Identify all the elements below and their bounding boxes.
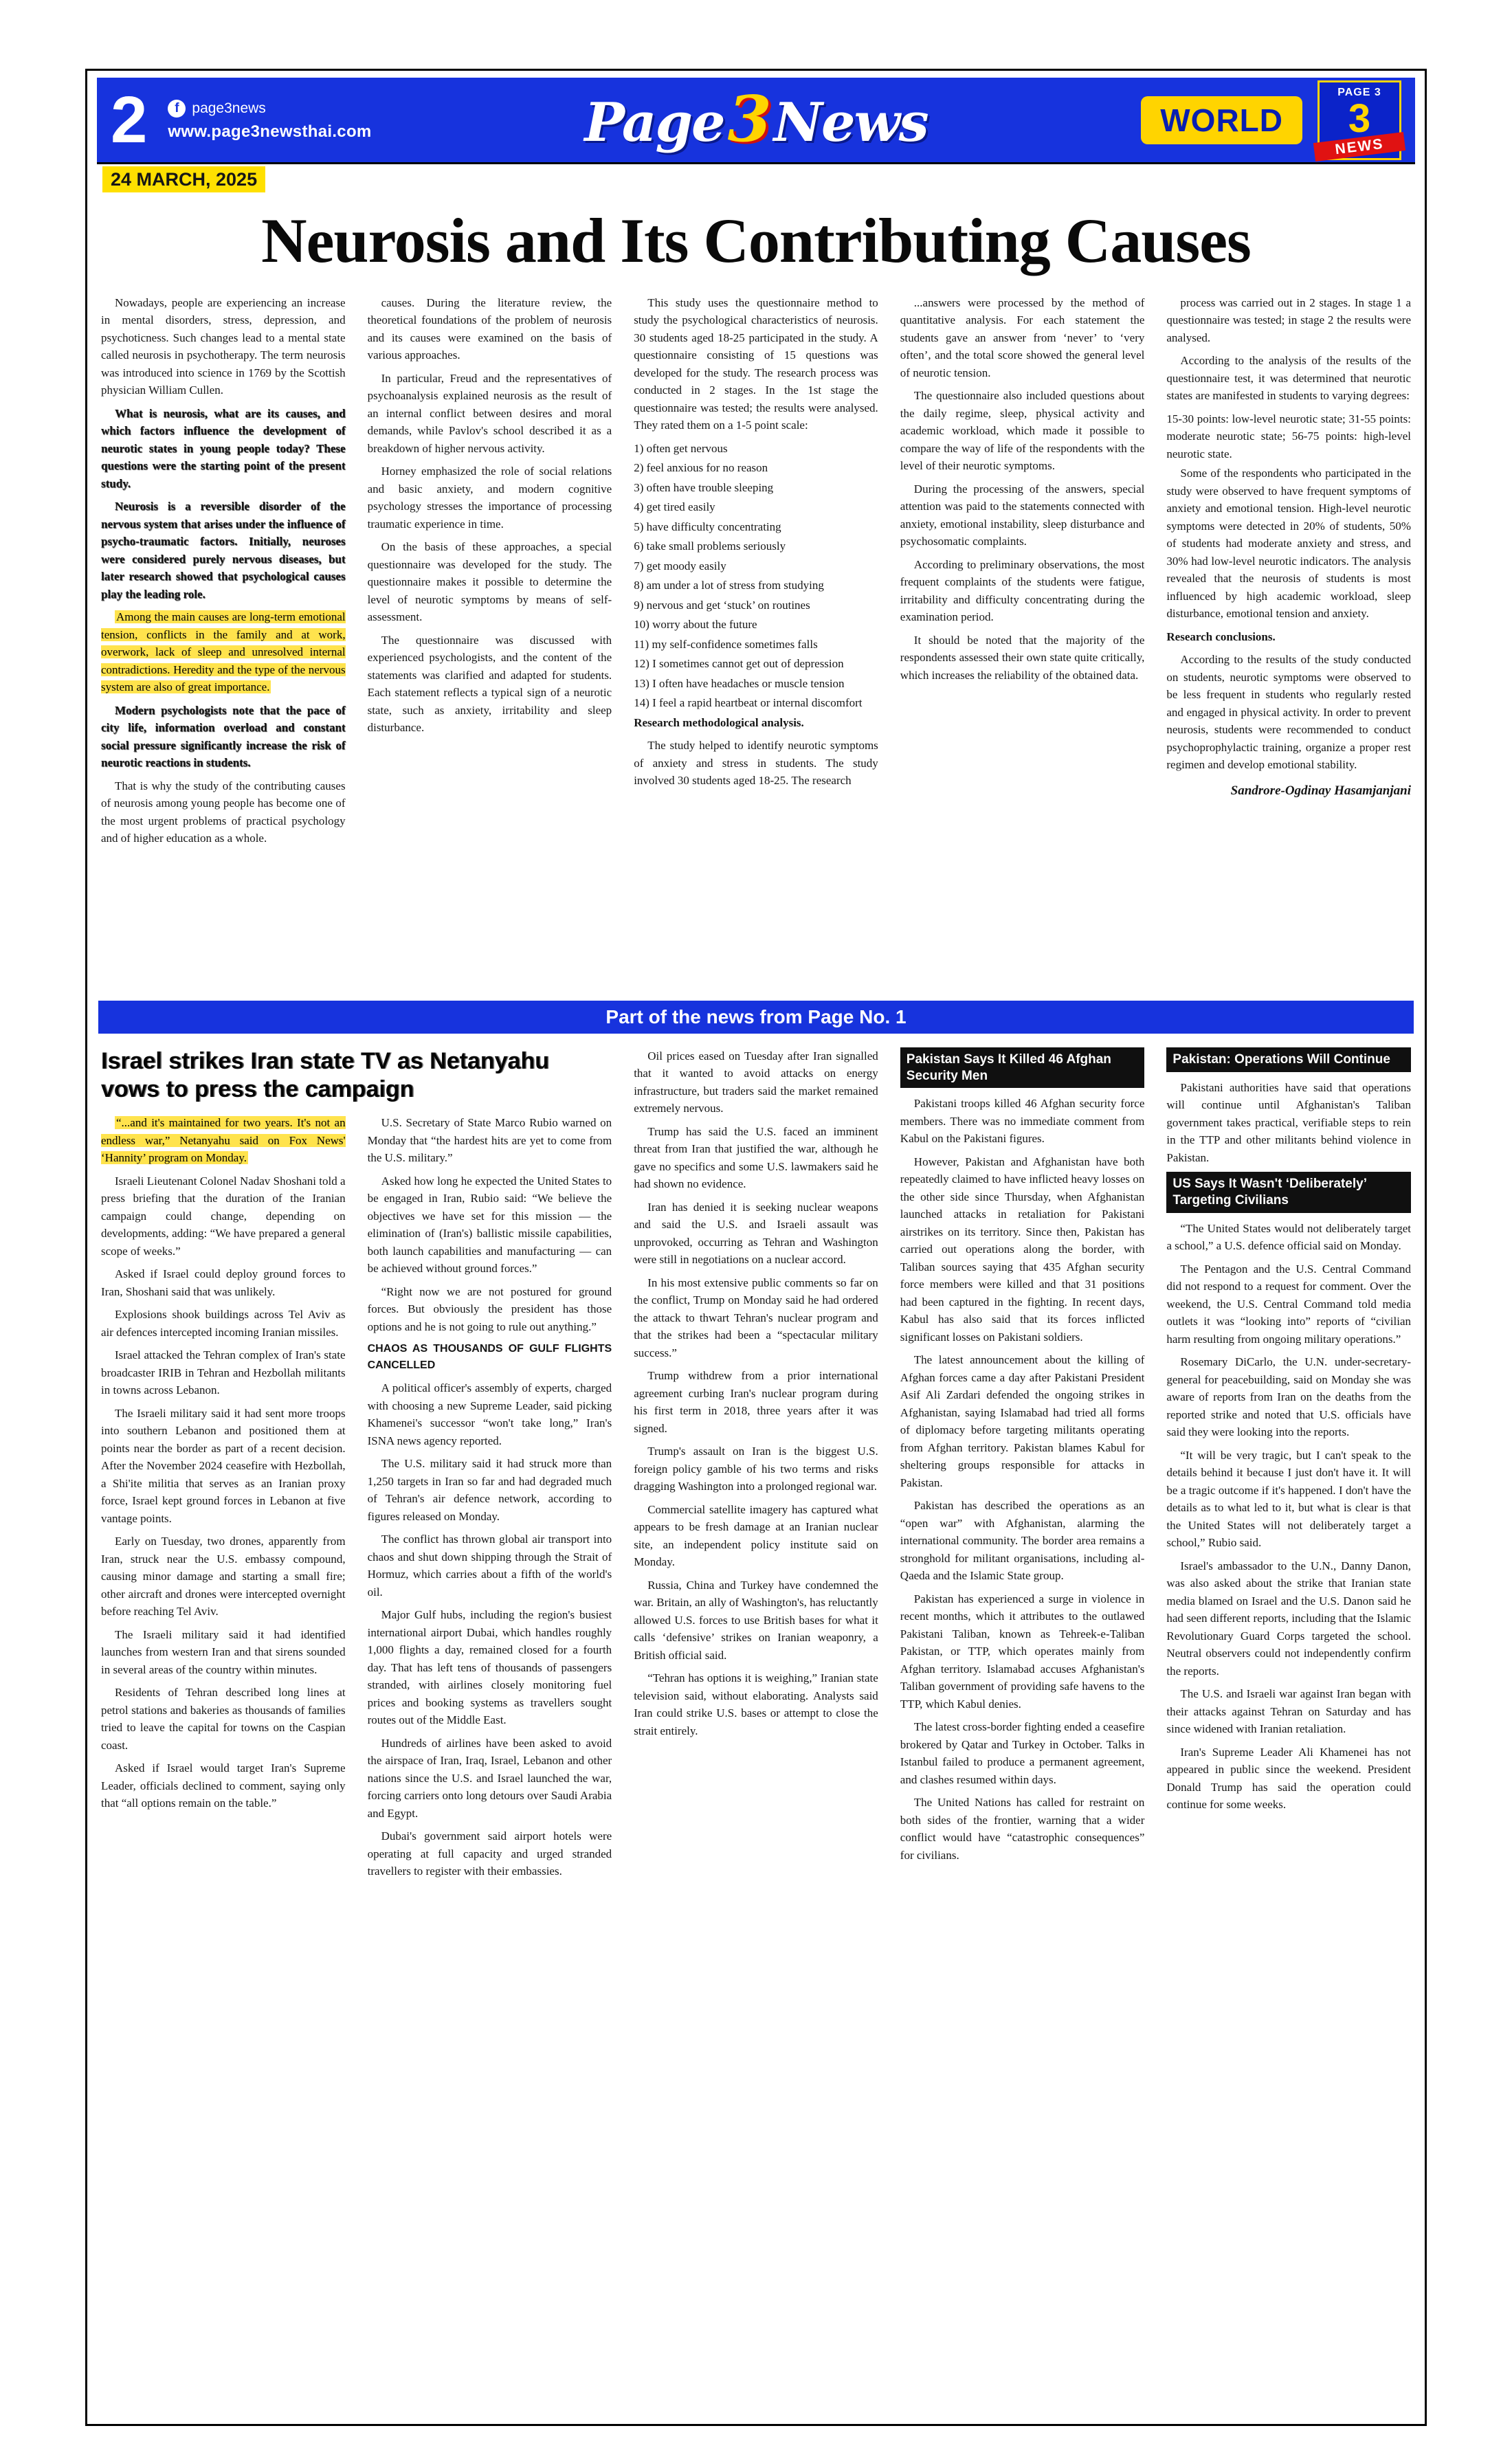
body-paragraph: This study uses the questionnaire method to study the psychological characteristics of neurosis. 30 students aged 18-25 participated in the study. A questionnaire consisting of 15 questions was developed for the study. The research process was conducted in 2 stages. In the 1st stage the questionnaire was tested; the results were analysed. They rated them on a 1-5 point scale: [634,296,878,432]
facebook-icon: f [168,100,186,118]
contact-block [168,100,371,140]
text-column [1166,294,1411,995]
body-paragraph: Trump's assault on Iran is the biggest U.S. foreign policy gamble of his two terms and risks dragging Washington into a prolonged regional war. [634,1445,878,1493]
masthead-part2: News [773,91,928,154]
body-paragraph: 12) I sometimes cannot get out of depression [634,657,844,671]
body-paragraph: In particular, Freud and the representatives of psychoanalysis explained neurosis as the result of an internal conflict between desires and moral demands, while Pavlov's school described it as a breakdown of higher nervous activity. [367,371,612,455]
body-paragraph: Residents of Tehran described long lines at petrol stations and bakeries as thousands of families tried to leave the capital for towns on the Caspian coast. [101,1686,346,1752]
body-paragraph: CHAOS AS THOUSANDS OF GULF FLIGHTS CANCELLED [367,1343,612,1372]
body-paragraph: Asked if Israel could deploy ground forces to Iran, Shoshani said that was unlikely. [101,1267,346,1298]
issue-date: 24 MARCH, 2025 [102,166,265,192]
body-paragraph: Asked if Israel would target Iran's Supreme Leader, officials declined to comment, saying only that “all options remain on the table.” [101,1761,346,1810]
website-url: www.page3newsthai.com [168,122,372,141]
author-byline: Sandrore-Ogdinay Hasamjanjani [1230,783,1411,798]
body-paragraph: Pakistan has described the operations as an “open war” with Afghanistan, alarming the international community. The border area remains a stronghold for militant organisations, including al-Qaeda and the Islamic State group. [900,1499,1145,1583]
body-paragraph: Asked how long he expected the United States to be engaged in Iran, Rubio said: “We believe the objectives we have set for this mission — the elimination of (Iran's) ballistic missile capabilities, both launch capabilities and manufacturing — can be achieved without ground forces.” [367,1174,612,1276]
body-paragraph: 11) my self-confidence sometimes falls [634,637,818,651]
body-paragraph: Israeli Lieutenant Colonel Nadav Shoshani told a press briefing that the duration of the Iranian campaign could change, depending on developments, adding: “We have prepared a general scope of weeks.” [101,1174,346,1258]
body-paragraph: Nowadays, people are experiencing an increase in mental disorders, stress, depression, and psychoticness. Such changes lead to a mental state called neurosis in psychotherapy. The term neurosis was introduced into science in 1769 by the Scottish physician William Cullen. [101,296,346,397]
body-paragraph: Modern psychologists note that the pace of city life, information overload and constant social pressure significantly increase the risk of neurotic reactions in students. [101,703,346,770]
body-paragraph: In his most extensive public comments so far on the conflict, Trump on Monday said he had ordered the attack to thwart Tehran's nuclear program and that the strikes had been a “spectacular military success.” [634,1276,878,1359]
newspaper-title [584,81,928,156]
masthead-part1: Page [584,91,724,154]
logo-digit: 3 [1348,96,1371,141]
body-paragraph: Early on Tuesday, two drones, apparently from Iran, struck near the U.S. embassy compound, causing minor damage and starting a small fire; other aircraft and drones were intercepted overnight before reaching Tel Aviv. [101,1535,346,1618]
body-paragraph: 7) get moody easily [634,559,726,572]
body-paragraph: The U.S. and Israeli war against Iran began with their attacks against Tehran on Saturday and has since widened with Iranian retaliation. [1166,1687,1411,1736]
body-paragraph: It should be noted that the majority of the respondents assessed their own state quite critically, which increases the reliability of the obtained data. [900,633,1145,682]
body-paragraph: U.S. Secretary of State Marco Rubio warned on Monday that “the hardest hits are yet to come from the U.S. military.” [367,1116,612,1165]
body-paragraph: Trump withdrew from a prior international agreement curbing Iran's nuclear program during his first term in 2018, three years after it was signed. [634,1369,878,1435]
body-paragraph: Commercial satellite imagery has captured what appears to be fresh damage at an Iranian nuclear site, an independent policy institute said on Monday. [634,1502,878,1569]
body-paragraph: 5) have difficulty concentrating [634,520,781,533]
facebook-row [168,100,371,118]
body-paragraph: During the processing of the answers, special attention was paid to the statements connected with anxiety, emotional instability, sleep disturbance and psychosomatic complaints. [900,482,1145,548]
body-paragraph: 3) often have trouble sleeping [634,480,774,494]
body-paragraph: “Tehran has options it is weighing,” Iranian state television said, without elaborating. Analysts said Iran could strike U.S. bases or attempt to close the strait entirely. [634,1671,878,1737]
body-paragraph: Israel attacked the Tehran complex of Iran's state broadcaster IRIB in Tehran and Hezbollah militants in towns across Lebanon. [101,1348,346,1397]
header-right-cluster [1141,80,1401,160]
section-badge: WORLD [1141,96,1302,144]
body-paragraph: What is neurosis, what are its causes, and which factors influence the development of neurotic states in young people today? These questions were the starting point of the present study. [101,406,346,490]
body-paragraph: Iran has denied it is seeking nuclear weapons and said the U.S. and Israeli assault was unprovoked, occurring as Tehran and Washington were still in negotiations on a nuclear accord. [634,1200,878,1267]
body-paragraph: The United Nations has called for restraint on both sides of the frontier, warning that a wider conflict would have “catastrophic consequences” for civilians. [900,1796,1145,1862]
body-paragraph [101,1114,346,1167]
body-paragraph: Trump has said the U.S. faced an imminent threat from Iran that justified the war, although he gave no specifics and some U.S. lawmakers said he had shown no evidence. [634,1124,878,1191]
body-paragraph: Neurosis is a reversible disorder of the nervous system that arises under the influence of psycho-traumatic factors. Initially, neuroses were considered purely nervous diseases, but later research showed that psychological causes play the leading role. [101,500,346,601]
body-paragraph: ...answers were processed by the method of quantitative analysis. For each statement the students gave an answer from ‘never’ to ‘very often’, and the total score showed the general level of neurotic tension. [900,296,1145,379]
body-paragraph: Some of the respondents who participated in the study were observed to have frequent symptoms of anxiety and emotional tension. High-level neurotic symptoms were detected in 20% of students, 50% of students had moderate anxiety and stress, and 30% had low-level neurotic indicators. The analysis revealed that the neurosis of students is most influenced by high academic workload, sleep disturbance, emotional tension and anxiety. [1166,467,1411,621]
body-paragraph: “Right now we are not postured for ground forces. But obviously the president has those options and he is not going to rule out anything.” [367,1284,612,1333]
text-column [634,294,878,995]
body-paragraph: “It will be very tragic, but I can't speak to the details behind it because I just don't have it. It will be a tragic outcome if it's happened. I don't have the details as to what led to it, but what is clear is that the United States will not deliberately target a school,” Rubio said. [1166,1448,1411,1550]
body-paragraph: That is why the study of the contributing causes of neurosis among young people has become one of the most urgent problems of practical psychology and of higher education as a whole. [101,779,346,845]
body-paragraph: The Israeli military said it had identified launches from western Iran and that sirens sounded in several areas of the country within minutes. [101,1627,346,1676]
newspaper-page [85,69,1427,2426]
body-paragraph: Israel's ambassador to the U.N., Danny Danon, was also asked about the strike that Iranian state media blamed on Israel and the U.S. Danon said he had seen different reports, including that the Islamic Revolutionary Guard Corps targeted the school. Neutral observers could not independently confirm the reports. [1166,1559,1411,1678]
highlight: Among the main causes are long-term emotional tension, conflicts in the family and at work, overwork, lack of sleep and unresolved internal contradictions. Heredity and the type of the nervous system are also of great importance. [101,610,346,694]
body-paragraph: Hundreds of airlines have been asked to avoid the airspace of Iran, Iraq, Israel, Lebanon and other nations since the U.S. and Israel launched the war, forcing carriers onto long detours over Saudi Arabia and Egypt. [367,1736,612,1820]
body-paragraph: Horney emphasized the role of social relations and basic anxiety, and modern cognitive psychology stresses the importance of processing traumatic experience in time. [367,465,612,531]
body-paragraph: process was carried out in 2 stages. In stage 1 a questionnaire was tested; in stage 2 the results were analysed. [1166,296,1411,344]
body-paragraph: “The United States would not deliberately target a school,” a U.S. defence official said on Monday. [1166,1221,1411,1253]
text-column [900,1047,1145,2374]
body-paragraph: Research conclusions. [1166,630,1276,643]
body-paragraph: Russia, China and Turkey have condemned the war. Britain, an ally of Washington's, has reluctantly allowed U.S. forces to use British bases for what it calls ‘defensive’ strikes on Iranian weaponry, a British official said. [634,1578,878,1662]
body-paragraph: 10) worry about the future [634,618,757,632]
body-paragraph: 15-30 points: low-level neurotic state; 31-55 points: moderate neurotic state; 56-75 points: high-level neurotic state. [1166,412,1411,460]
main-headline: Neurosis and Its Contributing Causes [261,205,1251,276]
body-paragraph: According to the results of the study conducted on students, neurotic symptoms were observed to be less frequent in students who regularly rested and engaged in physical activity. In order to prevent neurosis, students were recommended to conduct psychoprophylactic training, organize a proper rest regimen and develop emotional stability. [1166,653,1411,772]
body-paragraph: According to the analysis of the results of the questionnaire test, it was determined that neurotic states are manifested in students to varying degrees: [1166,354,1411,403]
page-number: 2 [111,82,148,157]
body-paragraph: Rosemary DiCarlo, the U.N. under-secretary-general for peacebuilding, said on Monday she was aware of reports from Iran on the deaths from the reported strike and noted that U.S. officials have said they were looking into the reports. [1166,1355,1411,1439]
text-column [101,1114,346,2373]
main-article-columns [97,294,1415,995]
body-paragraph: causes. During the literature review, the theoretical foundations of the problem of neurosis and its causes were examined on the basis of various approaches. [367,296,612,362]
column-headline-bar: Pakistan: Operations Will Continue [1166,1047,1411,1072]
body-paragraph: Dubai's government said airport hotels were operating at full capacity and urged stranded travellers to register with their embassies. [367,1829,612,1878]
date-bar [97,164,1415,194]
body-paragraph: 14) I feel a rapid heartbeat or internal discomfort [634,696,863,710]
body-paragraph: Pakistan has experienced a surge in violence in recent months, which it attributes to the outlawed Pakistani Taliban, known as Tehreek-e-Taliban Pakistan, or TTP, which operates mainly from Afghan territory. Islamabad accuses Afghanistan's Taliban government of providing safe havens to the TTP, which Kabul denies. [900,1592,1145,1711]
body-paragraph: The latest announcement about the killing of Afghan forces came a day after Pakistani President Asif Ali Zardari defended the ongoing strikes in Afghanistan, saying Islamabad had tried all forms of diplomacy before targeting militants operating from Afghan territory. Pakistan blames Kabul for sheltering groups responsible for attacks in Pakistan. [900,1353,1145,1489]
body-paragraph: 8) am under a lot of stress from studying [634,579,824,592]
text-column [900,294,1145,995]
body-paragraph: A political officer's assembly of experts, charged with choosing a new Supreme Leader, said picking Khamenei's successor “won't take long,” Iran's ISNA news agency reported. [367,1381,612,1447]
masthead-digit: 3 [727,81,770,156]
text-column [634,1047,878,2374]
body-paragraph: Explosions shook buildings across Tel Aviv as air defences intercepted incoming Iranian missiles. [101,1308,346,1339]
column-headline-bar: US Says It Wasn't ‘Deliberately’ Targeting Civilians [1166,1172,1411,1213]
body-paragraph: Iran's Supreme Leader Ali Khamenei has not appeared in public since the weekend. President Donald Trump has said the operation could continue for some weeks. [1166,1745,1411,1812]
masthead-bar [97,78,1415,164]
body-paragraph: The questionnaire also included questions about the daily regime, sleep, physical activity and academic workload, which made it possible to compare the way of life of the respondents with the level of their neurotic symptoms. [900,389,1145,473]
body-paragraph: Research methodological analysis. [634,715,804,729]
body-paragraph: Major Gulf hubs, including the region's busiest international airport Dubai, which handles roughly 1,000 flights a day, remained closed for a fourth day. That has left tens of thousands of passengers stranded, with airlines closely monitoring fuel prices and booking systems as travellers sought routes out of the Middle East. [367,1608,612,1727]
highlight: “...and it's maintained for two years. It's not an endless war,” Netanyahu said on Fox News' ‘Hannity’ program on Monday. [101,1116,346,1165]
page3-logo [1318,80,1401,160]
body-paragraph: On the basis of these approaches, a special questionnaire was developed for the study. The questionnaire makes it possible to determine the level of neurotic symptoms by means of self-assessment. [367,540,612,624]
body-paragraph: 9) nervous and get ‘stuck’ on routines [634,598,810,612]
body-paragraph: The U.S. military said it had struck more than 1,250 targets in Iran so far and had degraded much of Tehran's air defence network, according to figures released on Monday. [367,1457,612,1523]
body-paragraph: 13) I often have headaches or muscle tension [634,676,845,690]
facebook-handle: page3news [192,100,266,116]
body-paragraph: 4) get tired easily [634,500,715,514]
body-paragraph: The latest cross-border fighting ended a ceasefire brokered by Qatar and Turkey in October. Talks in Istanbul failed to produce a permanent agreement, and clashes resumed within days. [900,1720,1145,1786]
body-paragraph: 6) take small problems seriously [634,539,786,553]
lower-headline: Israel strikes Iran state TV as Netanyahu vows to press the campaign [101,1047,549,1102]
text-column [1166,1047,1411,2374]
column-headline-bar: Pakistan Says It Killed 46 Afghan Security Men [900,1047,1145,1089]
text-column [368,1114,612,2373]
continuation-banner: Part of the news from Page No. 1 [98,1001,1414,1034]
body-paragraph: The Pentagon and the U.S. Central Command did not respond to a request for comment. Over the weekend, the U.S. Central Command told media outlets it was “looking into” reports of “civilian harm resulting from ongoing military operations.” [1166,1262,1411,1346]
body-paragraph [101,608,346,696]
body-paragraph: Pakistani troops killed 46 Afghan security force members. There was no immediate comment from Kabul on the Pakistani figures. [900,1097,1145,1146]
lower-section [97,1047,1415,2374]
logo-news-ribbon: NEWS [1313,132,1405,162]
body-paragraph: 1) often get nervous [634,441,728,455]
body-paragraph: The conflict has thrown global air transport into chaos and shut down shipping through the Strait of Hormuz, which carries about a fifth of the world's oil. [367,1533,612,1599]
body-paragraph: Pakistani authorities have said that operations will continue until Afghanistan's Taliban government takes practical, verifiable steps to rein in the TTP and other militants behind violence in Pakistan. [1166,1080,1411,1164]
body-paragraph: However, Pakistan and Afghanistan have both repeatedly claimed to have inflicted heavy losses on the other side since Thursday, when Afghanistan launched attacks in retaliation for Pakistani airstrikes on its territory. Since then, Pakistan has carried out operations along the border, with Taliban sources saying that 435 Afghan security force members were killed and that 31 positions had been captured in the fighting. In recent days, Kabul has also said that its forces inflicted significant losses on Pakistani soldiers. [900,1155,1145,1344]
text-column [101,294,346,995]
body-paragraph: The study helped to identify neurotic symptoms of anxiety and stress in students. The study involved 30 students aged 18-25. The research [634,739,878,788]
body-paragraph: The Israeli military said it had sent more troops into southern Lebanon and positioned them at points near the border as part of a recent decision. After the November 2024 ceasefire with Hezbollah, a Shi'ite militia that serves as an Iranian proxy force, Israel kept ground forces in Lebanon at five vantage points. [101,1406,346,1525]
body-paragraph: Oil prices eased on Tuesday after Iran signalled that it wanted to avoid attacks on energy infrastructure, but traders said the market remained extremely nervous. [634,1049,878,1115]
body-paragraph: The questionnaire was discussed with experienced psychologists, and the content of the statements was clarified and adapted for students. Each statement reflects a typical sign of a neurotic state, such as anxiety, irritability and sleep disturbance. [367,633,612,735]
body-paragraph: According to preliminary observations, the most frequent complaints of the students were fatigue, irritability and difficulty concentrating during the examination period. [900,557,1145,624]
text-column [368,294,612,995]
logo-top-label: PAGE 3 [1337,86,1381,98]
body-paragraph: 2) feel anxious for no reason [634,461,768,475]
